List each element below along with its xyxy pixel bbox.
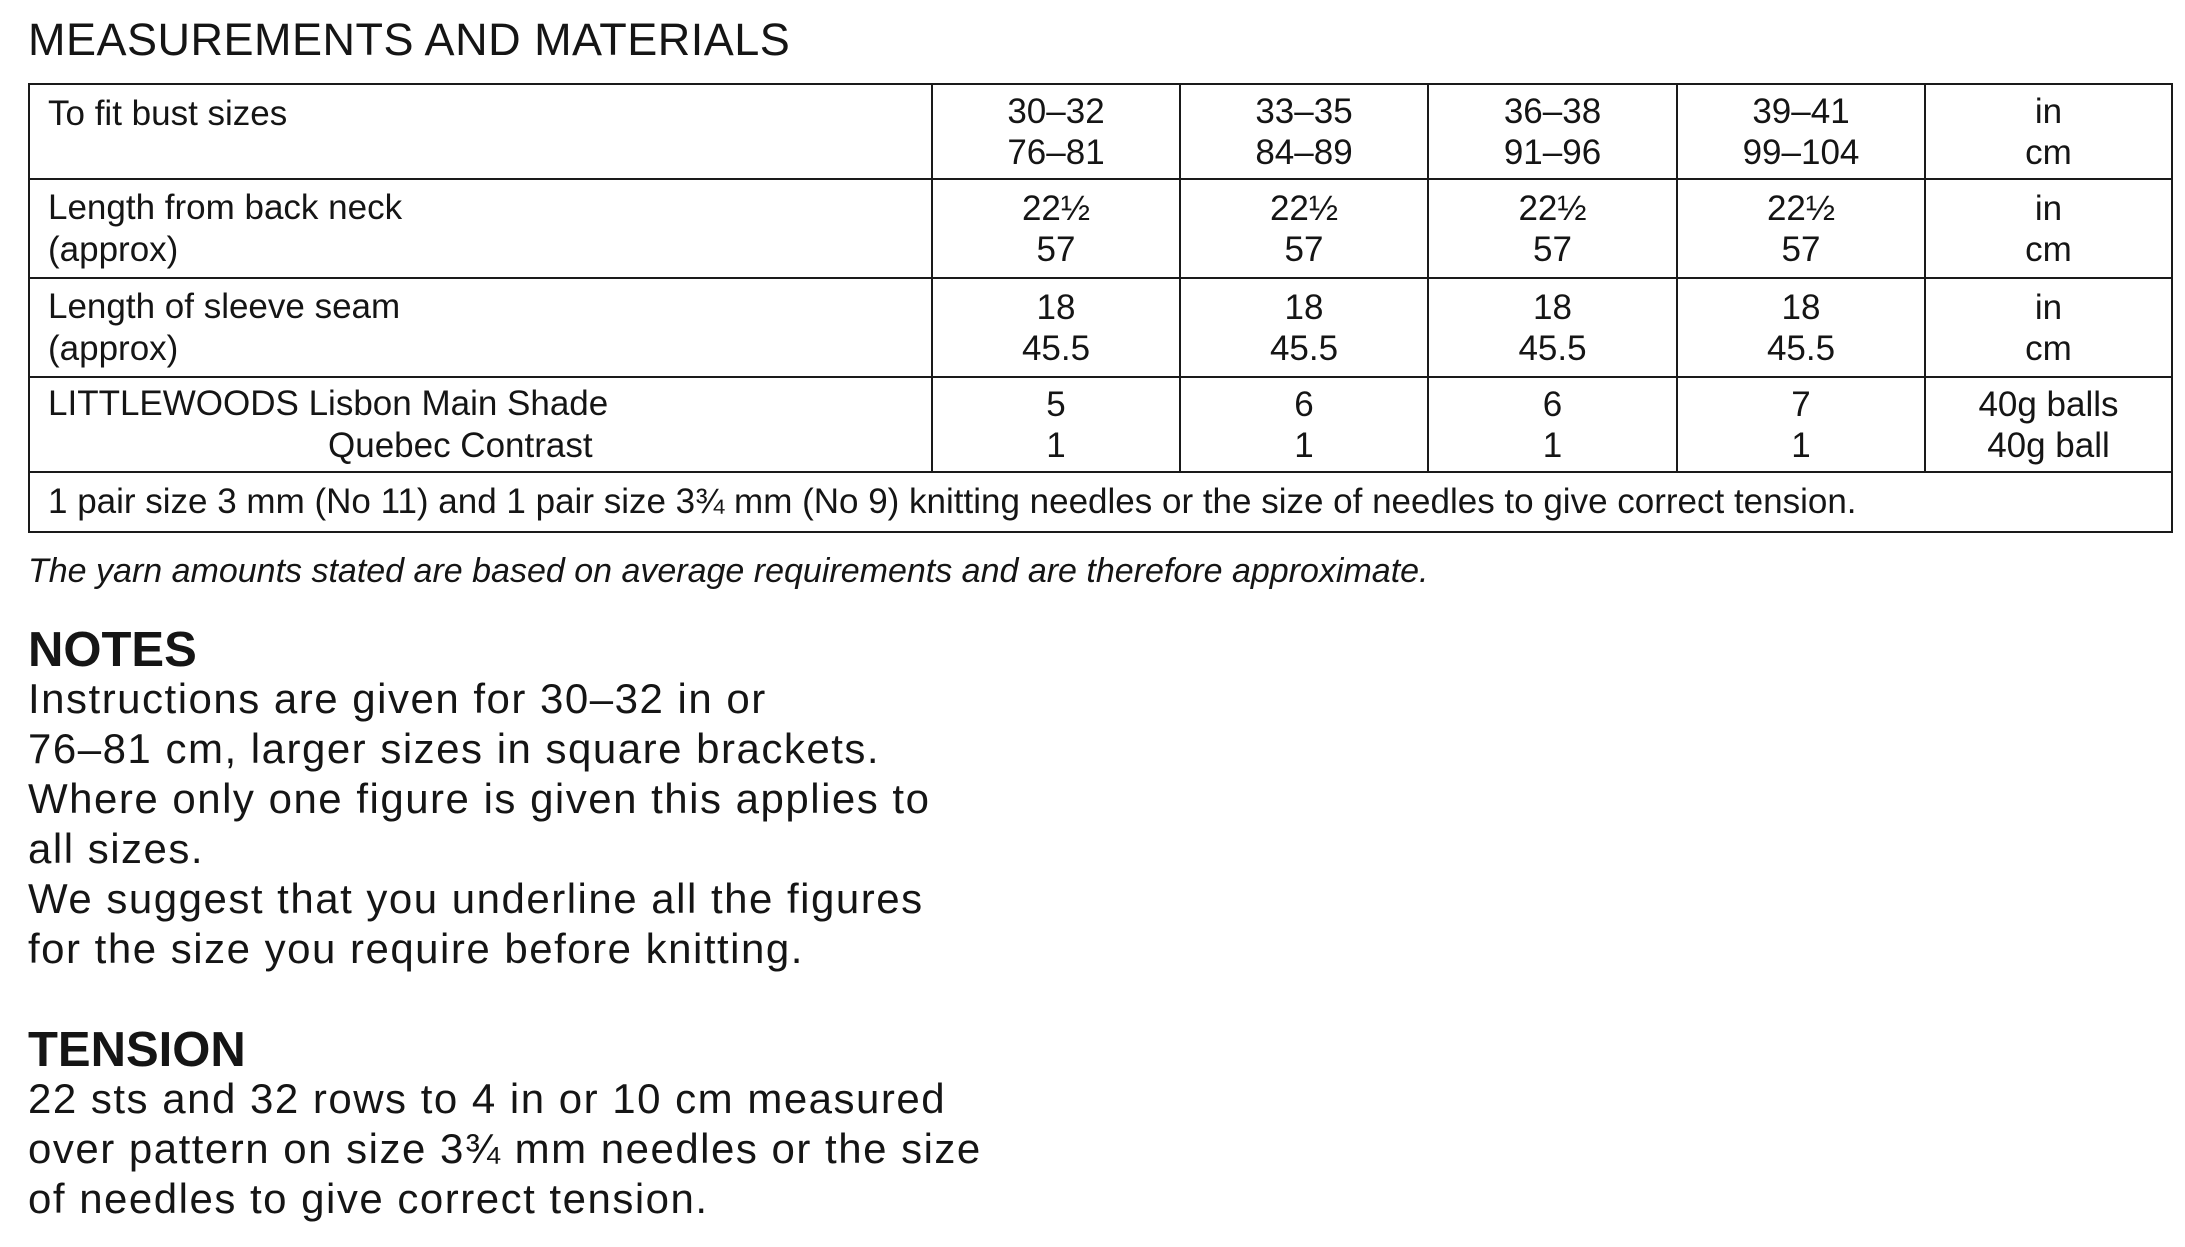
unit-cell bbox=[1925, 84, 2172, 179]
value-cell bbox=[1180, 377, 1428, 472]
needles-text: 1 pair size 3 mm (No 11) and 1 pair size 3¾ mm (No 9) knitting needles or the size of needles to give correct tension. bbox=[29, 472, 2172, 532]
table-row-back-neck-length bbox=[29, 179, 2172, 278]
value-cell bbox=[932, 278, 1180, 377]
row-label bbox=[29, 377, 932, 472]
unit-cell bbox=[1925, 179, 2172, 278]
yarn-amount-note: The yarn amounts stated are based on average requirements and are therefore approximate. bbox=[28, 552, 1429, 590]
value-cm: 57 bbox=[1036, 229, 1076, 269]
value-contrast: 1 bbox=[1542, 425, 1563, 465]
notes-line: We suggest that you underline all the figures bbox=[28, 875, 924, 922]
notes-heading: NOTES bbox=[28, 623, 197, 677]
label-line: (approx) bbox=[48, 328, 179, 368]
table-row-sleeve-seam-length bbox=[29, 278, 2172, 377]
value-cm: 45.5 bbox=[1269, 328, 1339, 368]
tension-line: 22 sts and 32 rows to 4 in or 10 cm measured bbox=[28, 1075, 947, 1122]
value-main: 7 bbox=[1791, 384, 1811, 424]
value-in: 33–35 bbox=[1255, 91, 1353, 131]
value-cm: 57 bbox=[1533, 229, 1572, 269]
value-cm: 57 bbox=[1284, 229, 1324, 269]
value-in: 18 bbox=[1781, 287, 1821, 327]
measurements-table bbox=[28, 83, 2173, 533]
value-cm: 84–89 bbox=[1255, 132, 1353, 172]
value-cm: 57 bbox=[1781, 229, 1821, 269]
label-line: To fit bust sizes bbox=[48, 94, 288, 133]
value-main: 6 bbox=[1294, 384, 1314, 424]
tension-line: over pattern on size 3¾ mm needles or the size bbox=[28, 1125, 982, 1172]
label-line: LITTLEWOODS Lisbon Main Shade bbox=[48, 383, 609, 423]
value-cm: 91–96 bbox=[1503, 132, 1602, 172]
value-in: 22½ bbox=[1021, 188, 1091, 228]
value-in: 39–41 bbox=[1752, 91, 1850, 131]
value-cell bbox=[1428, 278, 1677, 377]
tension-body bbox=[28, 1074, 982, 1224]
value-cell bbox=[1428, 84, 1677, 179]
value-cell bbox=[1428, 377, 1677, 472]
value-in: 36–38 bbox=[1503, 91, 1602, 131]
value-cm: 99–104 bbox=[1742, 132, 1860, 172]
value-cm: 45.5 bbox=[1766, 328, 1836, 368]
notes-line: Where only one figure is given this applies to bbox=[28, 775, 931, 822]
table-row-bust-sizes bbox=[29, 84, 2172, 179]
value-cell bbox=[1428, 179, 1677, 278]
unit-cell bbox=[1925, 377, 2172, 472]
table-row-needles bbox=[29, 472, 2172, 532]
value-in: 22½ bbox=[1518, 188, 1587, 228]
value-in: 22½ bbox=[1766, 188, 1836, 228]
value-cm: 45.5 bbox=[1518, 328, 1587, 368]
value-in: 22½ bbox=[1269, 188, 1339, 228]
tension-heading: TENSION bbox=[28, 1023, 246, 1077]
value-contrast: 1 bbox=[1791, 425, 1811, 465]
value-contrast: 1 bbox=[1294, 425, 1314, 465]
page-title: MEASUREMENTS AND MATERIALS bbox=[28, 14, 791, 65]
notes-line: Instructions are given for 30–32 in or bbox=[28, 675, 767, 722]
value-in: 18 bbox=[1284, 287, 1324, 327]
unit-contrast: 40g ball bbox=[1987, 425, 2110, 465]
unit-main: 40g balls bbox=[1978, 384, 2119, 424]
value-cell bbox=[932, 84, 1180, 179]
value-main: 5 bbox=[1046, 384, 1066, 424]
value-cell bbox=[932, 179, 1180, 278]
unit-cm: cm bbox=[2025, 132, 2072, 172]
label-line: Length of sleeve seam bbox=[48, 286, 401, 326]
table-row-yarn bbox=[29, 377, 2172, 472]
value-cell bbox=[1180, 84, 1428, 179]
notes-line: 76–81 cm, larger sizes in square brackets. bbox=[28, 725, 881, 772]
label-line: Quebec Contrast bbox=[328, 425, 593, 465]
value-contrast: 1 bbox=[1046, 425, 1066, 465]
value-in: 18 bbox=[1036, 287, 1076, 327]
tension-line: of needles to give correct tension. bbox=[28, 1175, 709, 1222]
value-cell bbox=[1677, 179, 1925, 278]
value-in: 30–32 bbox=[1007, 91, 1105, 131]
unit-cm: cm bbox=[2025, 229, 2072, 269]
unit-in: in bbox=[2034, 91, 2063, 131]
notes-body bbox=[28, 674, 930, 974]
notes-line: all sizes. bbox=[28, 825, 205, 872]
value-cell bbox=[1677, 377, 1925, 472]
unit-cm: cm bbox=[2025, 328, 2072, 368]
row-label bbox=[29, 84, 932, 179]
value-in: 18 bbox=[1533, 287, 1572, 327]
value-main: 6 bbox=[1542, 384, 1563, 424]
value-cell bbox=[932, 377, 1180, 472]
label-line: Length from back neck bbox=[48, 187, 403, 227]
unit-cell bbox=[1925, 278, 2172, 377]
value-cm: 45.5 bbox=[1021, 328, 1091, 368]
row-label bbox=[29, 179, 932, 278]
label-line: (approx) bbox=[48, 229, 179, 269]
value-cell bbox=[1677, 84, 1925, 179]
row-label bbox=[29, 278, 932, 377]
unit-in: in bbox=[2034, 188, 2063, 228]
value-cell bbox=[1677, 278, 1925, 377]
value-cell bbox=[1180, 179, 1428, 278]
unit-in: in bbox=[2034, 287, 2063, 327]
notes-line: for the size you require before knitting. bbox=[28, 925, 804, 972]
value-cell bbox=[1180, 278, 1428, 377]
value-cm: 76–81 bbox=[1007, 132, 1105, 172]
